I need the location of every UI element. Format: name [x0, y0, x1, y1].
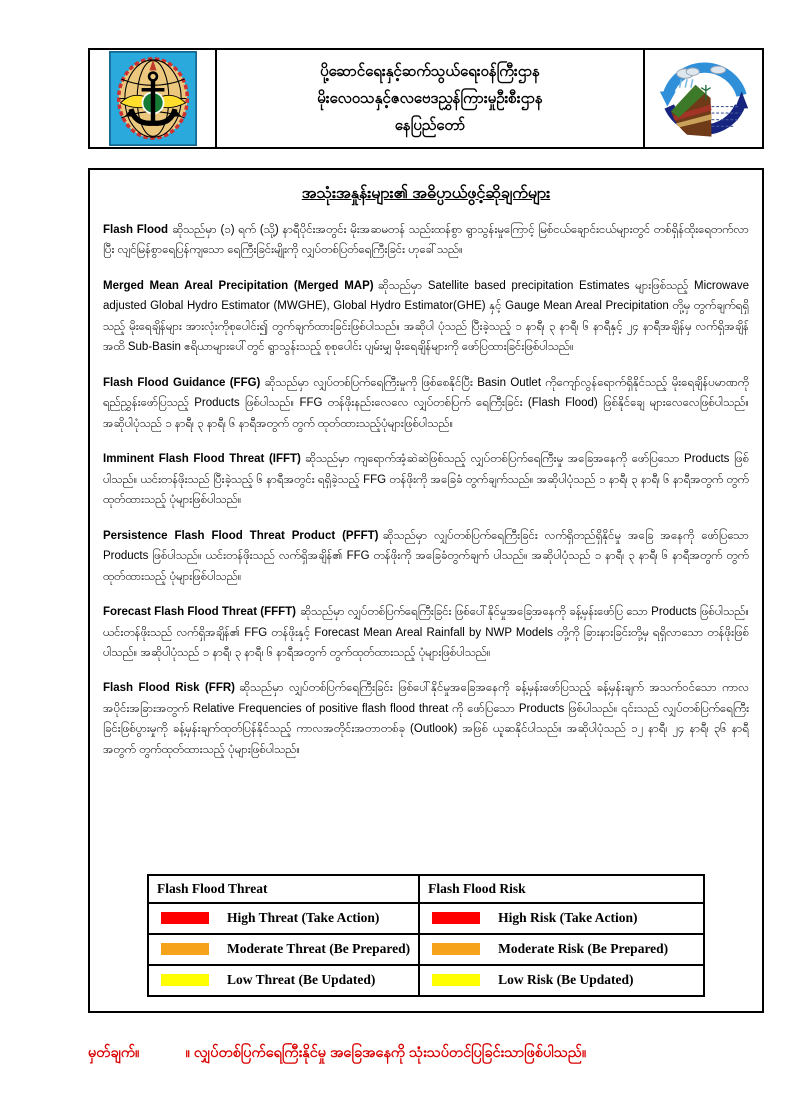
definition-paragraph-ifft: [103, 449, 749, 510]
low-risk-color-swatch: [432, 974, 480, 986]
definition-term: Merged Mean Areal Precipitation (Merged MAP): [103, 279, 374, 292]
header-bar: [88, 48, 764, 149]
header-ministry-line: ပို့ဆောင်ရေးနှင့်ဆက်သွယ်ရေးဝန်ကြီးဌာန: [320, 63, 540, 80]
definition-term: Persistence Flash Flood Threat Product (PFFT): [103, 529, 379, 542]
footer-note: [88, 1044, 764, 1065]
moderate-threat-color-swatch: [161, 943, 209, 955]
definition-term: Flash Flood Guidance (FFG): [103, 376, 261, 389]
definitions-list: [103, 220, 749, 870]
header-title-block: [217, 50, 643, 147]
legend-cell-moderate-threat: [148, 934, 419, 965]
legend-cell-high-threat: [148, 903, 419, 934]
definition-paragraph-ffr: [103, 678, 749, 760]
definition-term: Forecast Flash Flood Threat (FFFT): [103, 606, 296, 619]
legend-cell-high-risk: [419, 903, 704, 934]
definitions-panel: [88, 168, 764, 1013]
definition-paragraph-pfft: [103, 526, 749, 587]
footer-note-text: ။ လျှပ်တစ်ပြက်ရေကြီးနိုင်မှု အခြေအနေကို သုံးသပ်တင်ပြခြင်းသာဖြစ်ပါသည်။: [185, 1045, 587, 1061]
legend-row-moderate: [148, 934, 704, 965]
moderate-threat-label: Moderate Threat (Be Prepared): [227, 941, 411, 957]
definition-term: Flash Flood Risk (FFR): [103, 682, 235, 695]
high-risk-label: High Risk (Take Action): [498, 910, 638, 926]
dmh-logo: [643, 50, 762, 147]
definition-text: ဆိုသည်မှာ လျှပ်တစ်ပြက်ရေကြီးခြင်း ဖြစ်ပေါ်နိုင်မှုအခြေအနေကို ခန့်မှန်းဖော်ပြ သော Products ဖြစ်ပါသည်။ ယင်းတန်ဖိုးသည် လက်ရှိအချိန်၏ FFG တန်ဖိုးနှင့် Forecast Mean Areal Rainfall by NWP Models တို့ကို ခြားနားခြင်းတို့မှ ရရှိလာသော တန်ဖိုးဖြစ်ပါသည်။ အဆိုပါပုံသည် ၁ နာရီ၊ ၃ နာရီ၊ ၆ နာရီအတွက် တွက်ထုတ်ထားသည့် ပုံများဖြစ်ပါသည်။: [103, 606, 749, 659]
ministry-emblem-icon: [108, 51, 198, 146]
definition-paragraph-merged-map: [103, 276, 749, 358]
definition-paragraph-ffft: [103, 602, 749, 663]
legend-row-high: [148, 903, 704, 934]
definition-text: ဆိုသည်မှာ Satellite based precipitation Estimates များဖြစ်သည့် Microwave adjusted Global Hydro Estimator (MWGHE), Global Hydro Estimator(GHE) နှင့် Gauge Mean Areal Precipitation တို့မှ တွက်ချက်ရရှိသည့် မိုးရေချိန်များ အားလုံးကိုစုပေါင်း၍ တွက်ချက်ထားခြင်းဖြစ်ပါသည်။ အဆိုပါ ပုံသည် ပြီးခဲ့သည့် ၁ နာရီ၊ ၃ နာရီ၊ ၆ နာရီနှင့် ၂၄ နာရီအချိန်မှ လက်ရှိအချိန်အထိ Sub-Basin ဧရိယာများပေါ်တွင် ရွာသွန်းသည့် စုစုပေါင်း ပျမ်းမျှ မိုးရေချိန်များကို ဖော်ပြထားခြင်းဖြစ်ပါသည်။: [103, 279, 749, 354]
low-threat-label: Low Threat (Be Updated): [227, 972, 376, 988]
high-threat-label: High Threat (Take Action): [227, 910, 380, 926]
definition-paragraph-ffg: [103, 373, 749, 434]
moderate-risk-color-swatch: [432, 943, 480, 955]
definition-text: ဆိုသည်မှာ လျှပ်တစ်ပြက်ရေကြီးခြင်း လက်ရှိတည်ရှိနိုင်မှု အခြေ အနေကို ဖော်ပြသော Products ဖြစ်ပါသည်။ ယင်းတန်ဖိုးသည် လက်ရှိအချိန်၏ FFG တန်ဖိုးကို အခြေခံတွက်ချက် ပါသည်။ အဆိုပါပုံသည် ၁ နာရီ၊ ၃ နာရီ၊ ၆ နာရီအတွက် တွက်ထုတ်ထားသည့် ပုံများဖြစ်ပါသည်။: [103, 529, 749, 583]
ministry-logo: [90, 50, 217, 147]
low-risk-label: Low Risk (Be Updated): [498, 972, 634, 988]
header-department-line: မိုးလေဝသနှင့်ဇလဗေဒညွှန်ကြားမှုဦးစီးဌာန: [317, 90, 543, 107]
definition-term: Flash Flood: [103, 224, 169, 236]
legend-cell-moderate-risk: [419, 934, 704, 965]
low-threat-color-swatch: [161, 974, 209, 986]
high-threat-color-swatch: [161, 912, 209, 924]
legend-cell-low-threat: [148, 965, 419, 996]
moderate-risk-label: Moderate Risk (Be Prepared): [498, 941, 669, 957]
header-location-line: နေပြည်တော်: [394, 117, 466, 134]
flash-flood-legend-table: [147, 874, 705, 997]
legend-cell-low-risk: [419, 965, 704, 996]
high-risk-color-swatch: [432, 912, 480, 924]
legend-header-row: [148, 875, 704, 903]
page-title: အသုံးအနှုန်းများ၏ အဓိပ္ပာယ်ဖွင့်ဆိုချက်များ: [301, 185, 551, 202]
water-cycle-icon: [657, 52, 751, 146]
legend-header-risk: Flash Flood Risk: [419, 875, 704, 903]
definition-paragraph-flash-flood: [103, 220, 749, 261]
definition-text: ဆိုသည်မှာ လျှပ်တစ်ပြက်ရေကြီးခြင်း ဖြစ်ပေါ်နိုင်မှုအခြေအနေကို ခန့်မှန်းဖော်ပြသည့် ခန့်မှန်းချက် အသက်ဝင်သော ကာလအပိုင်းအခြားအတွက် Relative Frequencies of positive flash flood threat ကို ဖော်ပြသော Products ဖြစ်ပါသည်။ ၎င်းသည် လျှပ်တစ်ပြက်ရေကြီးခြင်းဖြစ်ပွားမှုကို ခန့်မှန်းချက်ထုတ်ပြန်နိုင်သည့် ကာလအတိုင်းအတာတစ်ခု (Outlook) အဖြစ် ယူဆနိုင်ပါသည်။ အဆိုပါပုံသည် ၁၂ နာရီ၊ ၂၄ နာရီ၊ ၃၆ နာရီအတွက် တွက်ထုတ်ထားသည့် ပုံများဖြစ်ပါသည်။: [103, 682, 749, 756]
definition-term: Imminent Flash Flood Threat (IFFT): [103, 453, 301, 466]
legend-row-low: [148, 965, 704, 996]
definition-text: ဆိုသည်မှာ ကျရောက်အံ့ဆဲဆဲဖြစ်သည့် လျှပ်တစ်ပြက်ရေကြီးမှု အခြေအနေကို ဖော်ပြသော Products ဖြစ်ပါသည်။ ယင်းတန်ဖိုးသည် ပြီးခဲ့သည့် ၆ နာရီအတွင်း ရရှိခဲ့သည့် FFG တန်ဖိုးကို အခြေခံ တွက်ချက်သည်။ အဆိုပါပုံသည် ၁ နာရီ၊ ၃ နာရီ၊ ၆ နာရီအတွက် တွက်ထုတ်ထားသည့် ပုံများဖြစ်ပါသည်။: [103, 453, 749, 507]
definition-text: ဆိုသည်မှာ လျှပ်တစ်ပြက်ရေကြီးမှုကို ဖြစ်စေနိုင်ပြီး Basin Outlet ကိုကျော်လွန်ရောက်ရှိနိုင်သည့် မိုးရေချိန်ပမာဏကို ရည်ညွှန်းဖော်ပြသည့် Products ဖြစ်ပါသည်။ FFG တန်ဖိုးနည်းလေလေ လျှပ်တစ်ပြက် ရေကြီးခြင်း (Flash Flood) ဖြစ်နိုင်ချေ များလေလေဖြစ်ပါသည်။ အဆိုပါပုံသည် ၁ နာရီ၊ ၃ နာရီ၊ ၆ နာရီအတွက် တွက် ထုတ်ထားသည့်ပုံများဖြစ်ပါသည်။: [103, 376, 749, 430]
definition-text: ဆိုသည်မှာ (၁) ရက် (သို့) နာရီပိုင်းအတွင်း မိုးအဆမတန် သည်းထန်စွာ ရွာသွန်းမှုကြောင့် မြစ်ငယ်ချောင်းငယ်များတွင် တစ်ရှိန်ထိုးရေတက်လာပြီး လျင်မြန်စွာရေပြန်ကျသော ရေကြီးခြင်းမျိုးကို လျှပ်တစ်ပြတ်ရေကြီးခြင်း ဟုခေါ်သည်။: [103, 224, 749, 257]
footer-note-label: မှတ်ချက်။: [88, 1045, 140, 1061]
legend-header-threat: Flash Flood Threat: [148, 875, 419, 903]
